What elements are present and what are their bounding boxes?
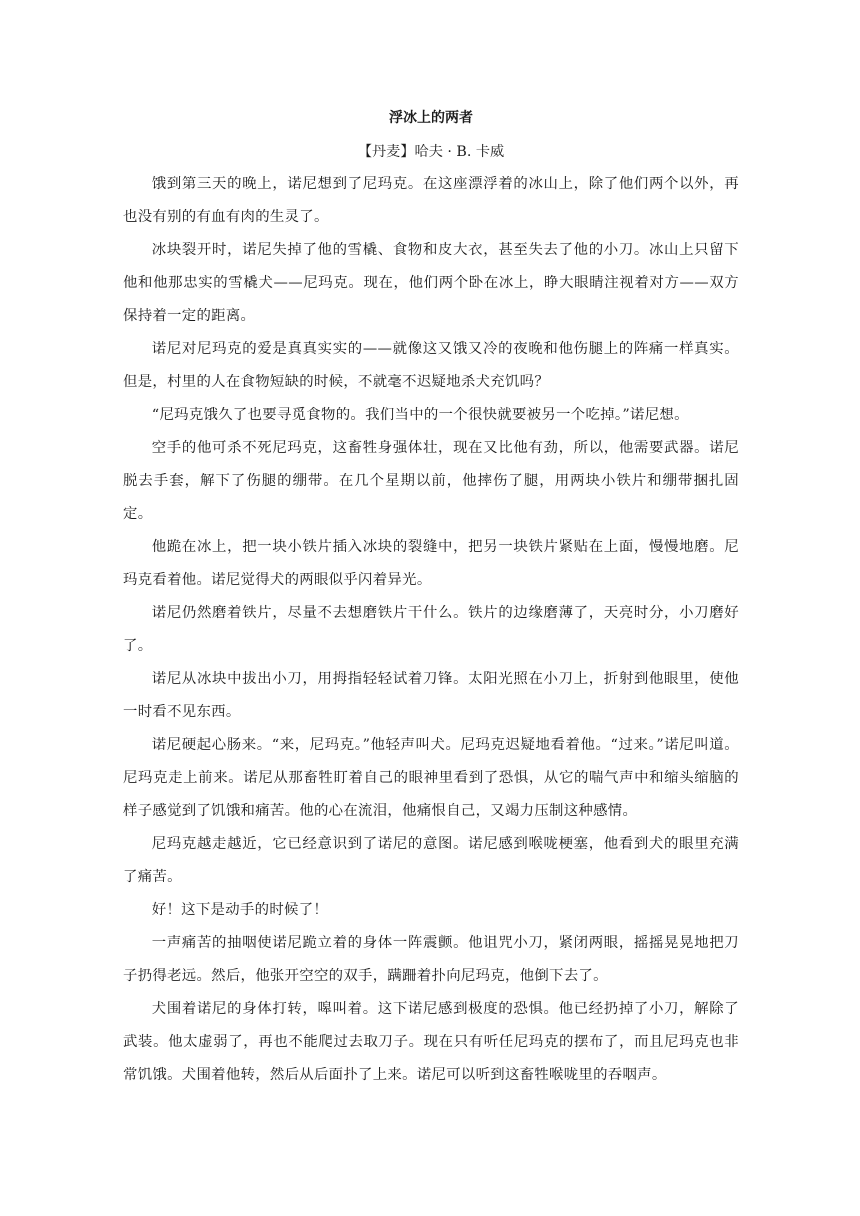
paragraph: “尼玛克饿久了也要寻觅食物的。我们当中的一个很快就要被另一个吃掉。”诺尼想。 bbox=[151, 407, 689, 423]
article-title: 浮冰上的两者 bbox=[389, 110, 473, 126]
paragraph: 好！这下是动手的时候了！ bbox=[151, 902, 329, 918]
paragraph: 诺尼硬起心肠来。“来，尼玛克。”他轻声叫犬。尼玛克迟疑地看着他。“过来。”诺尼叫道。尼玛克走上前来。诺尼从那畜牲盯着自己的眼神里看到了恐惧，从它的喘气声中和缩头缩脑的样子感觉到了饥饿和痛苦。他的心在流泪，他痛恨自己，又竭力压制这种感情。 bbox=[123, 737, 739, 819]
paragraph: 他跪在冰上，把一块小铁片插入冰块的裂缝中，把另一块铁片紧贴在上面，慢慢地磨。尼玛克看着他。诺尼觉得犬的两眼似乎闪着异光。 bbox=[123, 539, 739, 588]
paragraph: 诺尼对尼玛克的爱是真真实实的——就像这又饿又冷的夜晚和他伤腿上的阵痛一样真实。但是，村里的人在食物短缺的时候，不就毫不迟疑地杀犬充饥吗？ bbox=[123, 341, 739, 390]
paragraph: 诺尼从冰块中拔出小刀，用拇指轻轻试着刀锋。太阳光照在小刀上，折射到他眼里，使他一时看不见东西。 bbox=[123, 671, 739, 720]
paragraph: 一声痛苦的抽咽使诺尼跪立着的身体一阵震颤。他诅咒小刀，紧闭两眼，摇摇晃晃地把刀子扔得老远。然后，他张开空空的双手，蹒跚着扑向尼玛克，他倒下去了。 bbox=[123, 935, 739, 984]
paragraph: 冰块裂开时，诺尼失掉了他的雪橇、食物和皮大衣，甚至失去了他的小刀。冰山上只留下他和他那忠实的雪橇犬——尼玛克。现在，他们两个卧在冰上，睁大眼睛注视着对方——双方保持着一定的距离。 bbox=[123, 242, 739, 324]
document-page bbox=[123, 100, 739, 1092]
article-author: 【丹麦】哈夫 · B. 卡威 bbox=[357, 144, 505, 160]
paragraph: 诺尼仍然磨着铁片，尽量不去想磨铁片干什么。铁片的边缘磨薄了，天亮时分，小刀磨好了。 bbox=[123, 605, 739, 654]
paragraph: 空手的他可杀不死尼玛克，这畜牲身强体壮，现在又比他有劲，所以，他需要武器。诺尼脱去手套，解下了伤腿的绷带。在几个星期以前，他摔伤了腿，用两块小铁片和绷带捆扎固定。 bbox=[123, 440, 739, 522]
paragraph: 犬围着诺尼的身体打转，嗥叫着。这下诺尼感到极度的恐惧。他已经扔掉了小刀，解除了武装。他太虚弱了，再也不能爬过去取刀子。现在只有听任尼玛克的摆布了，而且尼玛克也非常饥饿。犬围着他转，然后从后面扑了上来。诺尼可以听到这畜牲喉咙里的吞咽声。 bbox=[123, 1001, 739, 1083]
paragraph: 尼玛克越走越近，它已经意识到了诺尼的意图。诺尼感到喉咙梗塞，他看到犬的眼里充满了痛苦。 bbox=[123, 836, 739, 885]
paragraph: 饿到第三天的晚上，诺尼想到了尼玛克。在这座漂浮着的冰山上，除了他们两个以外，再也没有别的有血有肉的生灵了。 bbox=[123, 176, 739, 225]
